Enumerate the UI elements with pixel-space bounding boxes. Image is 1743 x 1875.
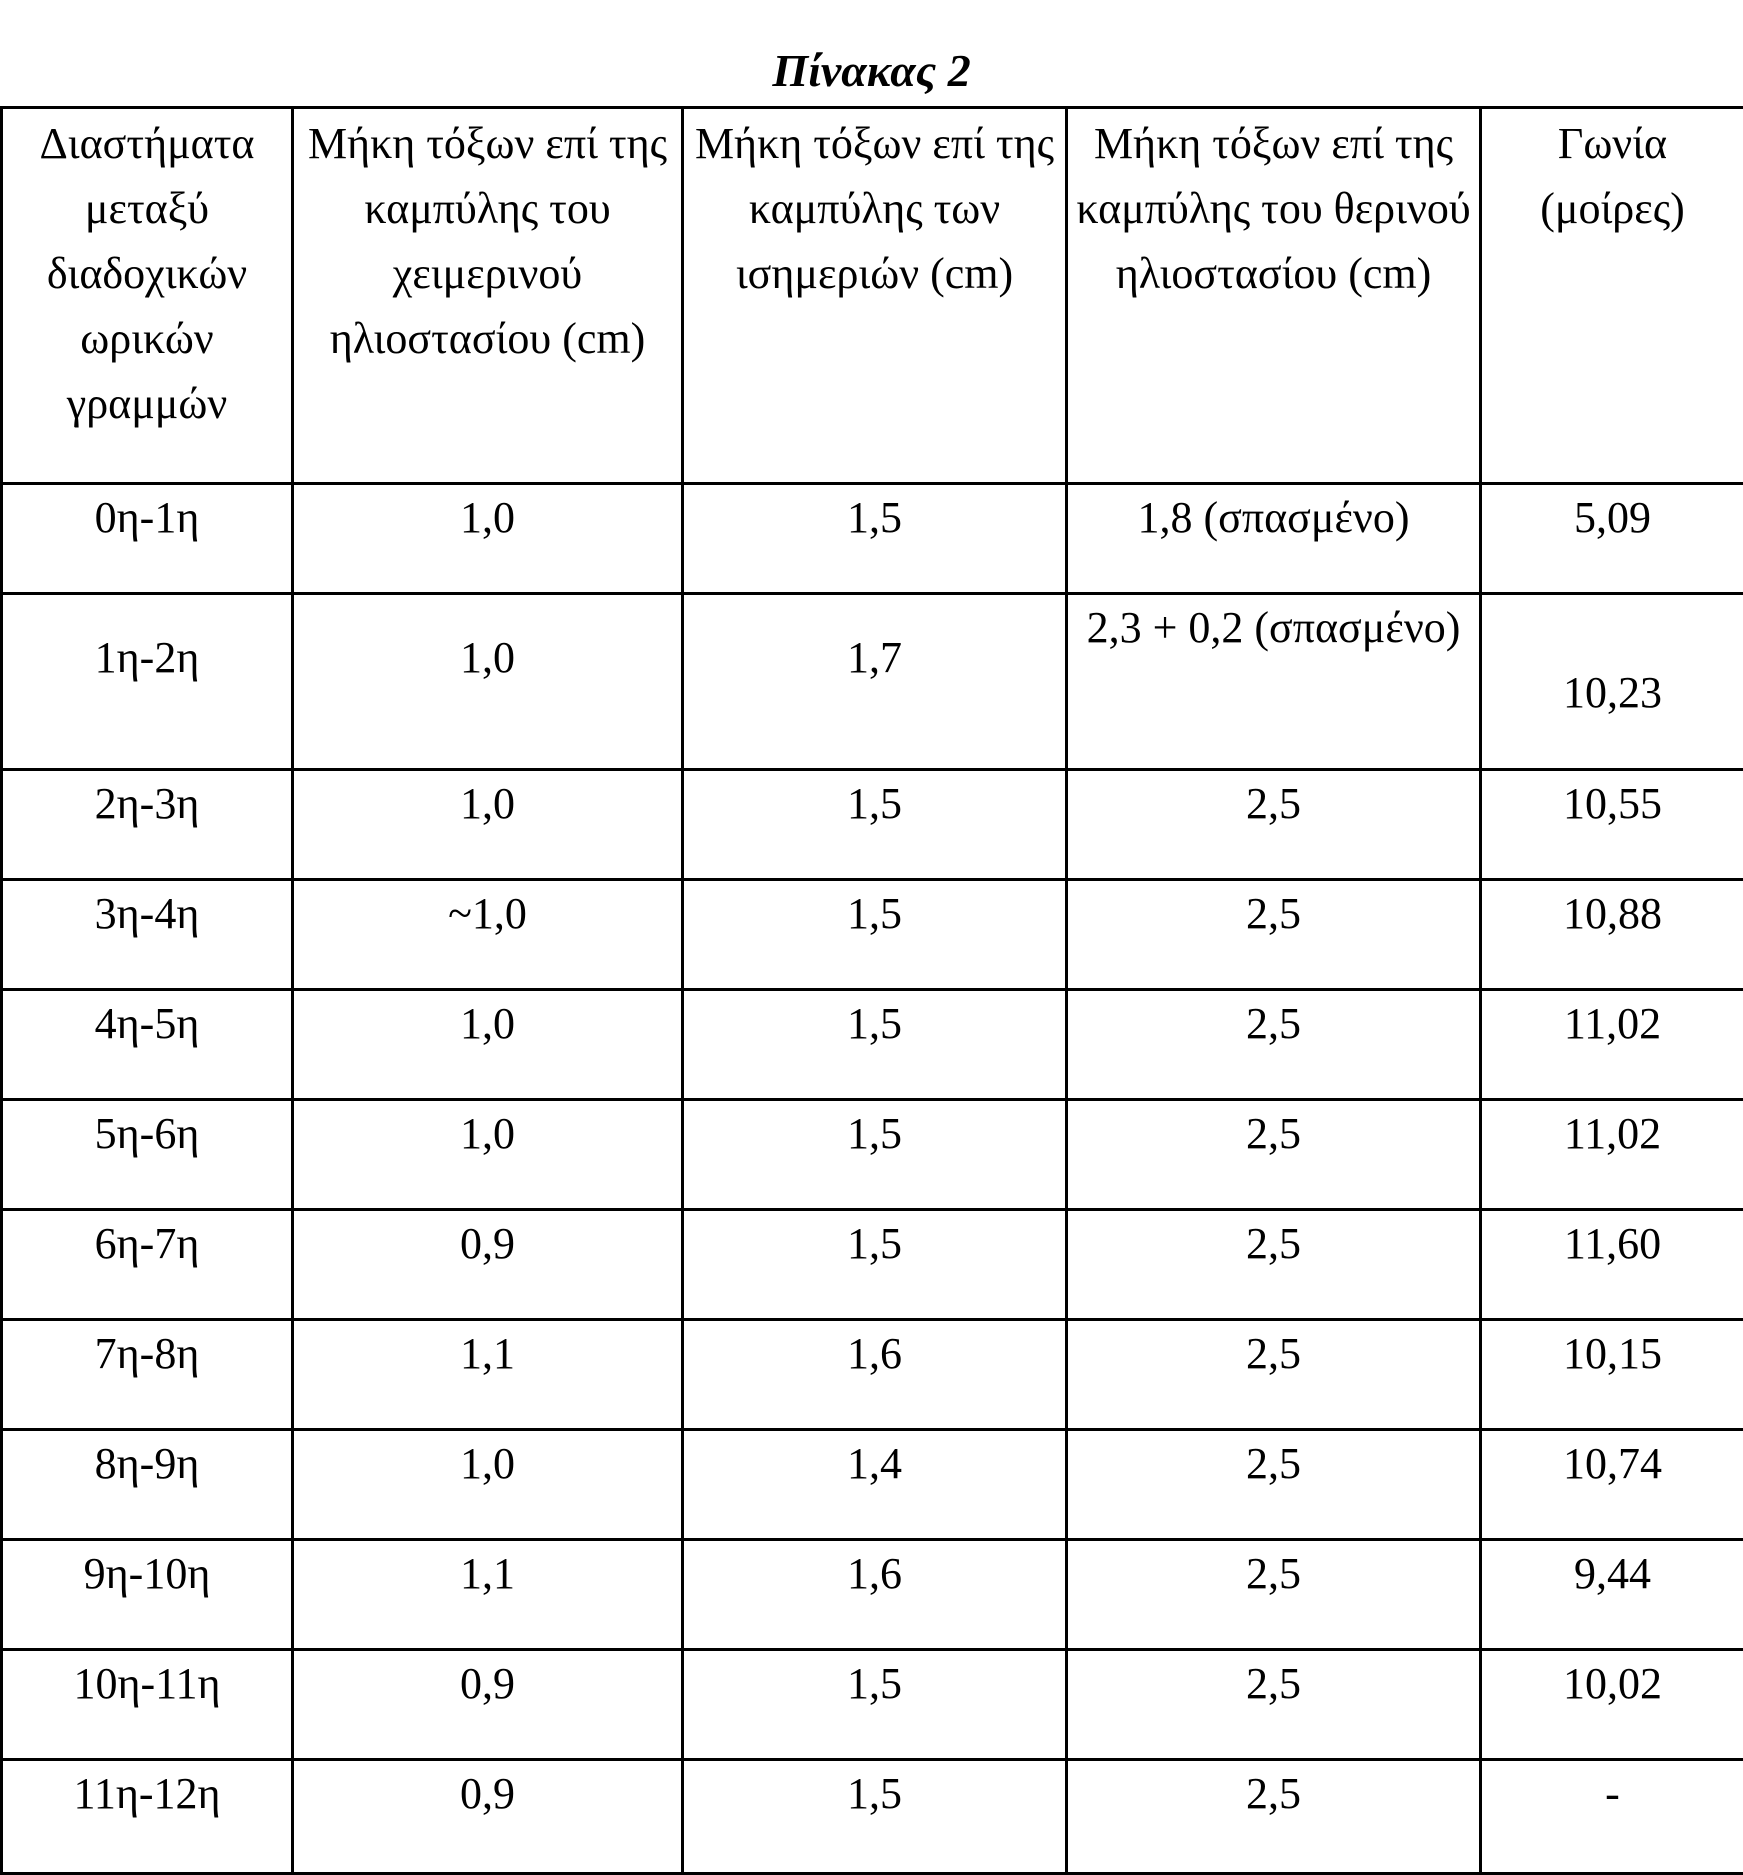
table-row (2, 990, 1743, 1100)
cell-winter: 1,1 (293, 1540, 683, 1650)
cell-interval: 3η-4η (2, 880, 293, 990)
header-angle: Γωνία (μοίρες) (1481, 108, 1743, 484)
cell-angle: 10,15 (1481, 1320, 1743, 1430)
cell-equinox: 1,6 (683, 1320, 1067, 1430)
cell-interval: 11η-12η (2, 1760, 293, 1874)
table-row (2, 484, 1743, 594)
cell-angle: 10,74 (1481, 1430, 1743, 1540)
cell-winter: 0,9 (293, 1650, 683, 1760)
header-winter-solstice: Μήκη τόξων επί της καμπύλης του χειμερινού ηλιοστασίου (cm) (293, 108, 683, 484)
cell-interval: 5η-6η (2, 1100, 293, 1210)
cell-equinox: 1,5 (683, 770, 1067, 880)
cell-interval: 10η-11η (2, 1650, 293, 1760)
cell-summer: 1,8 (σπασμένο) (1067, 484, 1481, 594)
cell-interval: 0η-1η (2, 484, 293, 594)
table-header-row (2, 108, 1743, 484)
cell-winter: ~1,0 (293, 880, 683, 990)
cell-angle: 11,02 (1481, 990, 1743, 1100)
cell-summer: 2,5 (1067, 1540, 1481, 1650)
header-intervals: Διαστήματα μεταξύ διαδοχικών ωρικών γραμμών (2, 108, 293, 484)
table-row (2, 1100, 1743, 1210)
cell-interval: 2η-3η (2, 770, 293, 880)
cell-equinox: 1,6 (683, 1540, 1067, 1650)
table-row (2, 1540, 1743, 1650)
cell-interval: 8η-9η (2, 1430, 293, 1540)
cell-winter: 1,0 (293, 770, 683, 880)
cell-interval: 7η-8η (2, 1320, 293, 1430)
cell-angle: 10,55 (1481, 770, 1743, 880)
cell-angle: 10,02 (1481, 1650, 1743, 1760)
cell-winter: 1,0 (293, 1100, 683, 1210)
cell-equinox: 1,5 (683, 880, 1067, 990)
cell-summer: 2,5 (1067, 1760, 1481, 1874)
cell-equinox: 1,4 (683, 1430, 1067, 1540)
cell-summer: 2,5 (1067, 1100, 1481, 1210)
cell-angle: 11,60 (1481, 1210, 1743, 1320)
cell-interval: 1η-2η (2, 594, 293, 770)
cell-equinox: 1,7 (683, 594, 1067, 770)
cell-summer: 2,5 (1067, 770, 1481, 880)
cell-winter: 1,1 (293, 1320, 683, 1430)
cell-winter: 1,0 (293, 594, 683, 770)
header-equinox: Μήκη τόξων επί της καμπύλης των ισημεριών (cm) (683, 108, 1067, 484)
cell-equinox: 1,5 (683, 1100, 1067, 1210)
cell-winter: 1,0 (293, 484, 683, 594)
cell-angle: 10,88 (1481, 880, 1743, 990)
cell-summer: 2,5 (1067, 1430, 1481, 1540)
cell-interval: 4η-5η (2, 990, 293, 1100)
cell-summer: 2,3 + 0,2 (σπασμένο) (1067, 594, 1481, 770)
cell-equinox: 1,5 (683, 990, 1067, 1100)
table-row (2, 594, 1743, 770)
cell-equinox: 1,5 (683, 1650, 1067, 1760)
cell-interval: 9η-10η (2, 1540, 293, 1650)
cell-equinox: 1,5 (683, 1210, 1067, 1320)
table-row (2, 1210, 1743, 1320)
table-row (2, 770, 1743, 880)
cell-summer: 2,5 (1067, 990, 1481, 1100)
cell-angle: 10,23 (1481, 594, 1743, 770)
table-row (2, 880, 1743, 990)
table-row (2, 1430, 1743, 1540)
cell-summer: 2,5 (1067, 880, 1481, 990)
cell-interval: 6η-7η (2, 1210, 293, 1320)
cell-summer: 2,5 (1067, 1320, 1481, 1430)
cell-angle: 5,09 (1481, 484, 1743, 594)
cell-angle: 9,44 (1481, 1540, 1743, 1650)
cell-equinox: 1,5 (683, 484, 1067, 594)
cell-winter: 1,0 (293, 1430, 683, 1540)
cell-winter: 0,9 (293, 1210, 683, 1320)
cell-angle: 11,02 (1481, 1100, 1743, 1210)
cell-winter: 0,9 (293, 1760, 683, 1874)
cell-angle: - (1481, 1760, 1743, 1874)
table-row (2, 1760, 1743, 1874)
table-caption: Πίνακας 2 (0, 38, 1743, 104)
cell-equinox: 1,5 (683, 1760, 1067, 1874)
table-row (2, 1650, 1743, 1760)
cell-summer: 2,5 (1067, 1210, 1481, 1320)
table-row (2, 1320, 1743, 1430)
cell-winter: 1,0 (293, 990, 683, 1100)
cell-summer: 2,5 (1067, 1650, 1481, 1760)
data-table (0, 106, 1743, 1875)
header-summer-solstice: Μήκη τόξων επί της καμπύλης του θερινού ηλιοστασίου (cm) (1067, 108, 1481, 484)
